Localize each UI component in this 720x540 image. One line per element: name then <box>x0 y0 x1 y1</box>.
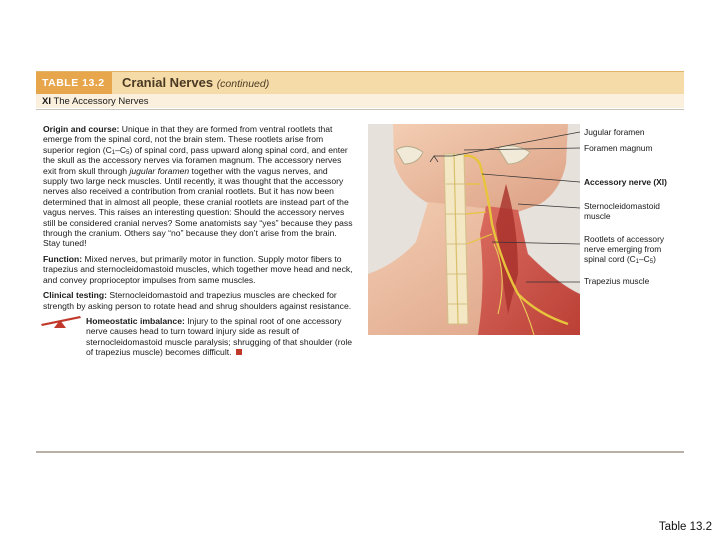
function-text: Mixed nerves, but primarily motor in function. Supply motor fibers to trapezius and sternocleidomastoid muscles, which together move head and neck, and convey proprioceptor impulses from same muscles. <box>43 253 353 285</box>
figure-labels <box>580 124 710 344</box>
origin-paragraph <box>43 124 353 249</box>
function-heading: Function: <box>43 253 83 264</box>
label-trapezius: Trapezius muscle <box>584 276 650 286</box>
slide-caption: Table 13.2 <box>658 521 712 533</box>
label-sternocleido-1: Sternocleidomastoid <box>584 201 660 211</box>
top-rule <box>36 109 684 110</box>
origin-text-3: together with the vagus nerves, and supply two large neck muscles. Until recently, it was thought that the accessory nerves also received a contribution from cranial rootlets. But it has now been determined that in almost all people, these cranial rootlets are instead part of the vagus nerves. This raises an interesting question: Should the accessory nerves still be considered cranial nerves? Some anatomists say “yes” because they pass through the cranium. Others say “no” because they don’t arise from the brain. Stay tuned! <box>43 165 353 249</box>
table-title-continued: (continued) <box>216 78 270 90</box>
clinical-paragraph <box>43 290 353 311</box>
origin-text-2: ) of spinal cord, pass upward along spinal cord, and enter the skull as the accessory nerves via foramen magnum. The accessory nerves exit from skull through <box>43 144 348 176</box>
end-mark-icon <box>236 349 242 355</box>
clinical-heading: Clinical testing: <box>43 290 107 301</box>
function-paragraph <box>43 254 353 285</box>
rootlets-text: spinal cord (C <box>584 254 636 264</box>
label-foramen-magnum: Foramen magnum <box>584 143 653 153</box>
table-number: TABLE 13.2 <box>42 77 105 89</box>
bottom-rule <box>36 451 684 453</box>
table-header-band <box>36 71 684 94</box>
label-rootlets-3 <box>584 255 656 265</box>
subhead-bar <box>36 94 684 108</box>
label-sternocleido-2: muscle <box>584 211 611 221</box>
subhead <box>42 96 149 107</box>
homeostatic-line <box>43 316 353 358</box>
origin-dash: –C <box>115 144 127 155</box>
origin-text-1: Unique in that they are formed from ventral rootlets that emerge from the spinal cord, not the brain stem. These rootlets arise from superior region (C <box>43 124 333 155</box>
origin-italic: jugular foramen <box>129 165 190 176</box>
table-number-tab <box>36 72 112 94</box>
origin-sub-1: 1 <box>111 149 116 156</box>
subhead-numeral: XI <box>42 96 51 107</box>
label-rootlets-2: nerve emerging from <box>584 244 662 254</box>
rootlets-dash: –C <box>639 254 650 264</box>
origin-sub-2: 5 <box>126 149 130 156</box>
homeostatic-heading: Homeostatic imbalance: <box>86 315 185 326</box>
neck-illustration <box>368 124 580 335</box>
table-title <box>122 75 269 90</box>
label-jugular-foramen: Jugular foramen <box>584 127 645 137</box>
rootlets-end: ) <box>653 254 656 264</box>
homeostatic-paragraph <box>43 316 353 358</box>
label-rootlets-1: Rootlets of accessory <box>584 234 665 244</box>
rootlets-sub-2: 5 <box>649 259 654 265</box>
subhead-name: The Accessory Nerves <box>53 96 149 107</box>
homeostatic-text: Injury to the spinal root of one accessory nerve causes head to turn toward injury side as result of sternocleidomastoid muscle paralysis; shrugging of that shoulder (role of trapezius muscle) becomes difficult. <box>86 315 353 358</box>
origin-heading: Origin and course: <box>43 124 120 134</box>
text-column <box>43 124 353 363</box>
label-accessory-nerve: Accessory nerve (XI) <box>584 177 667 187</box>
imbalance-scale-icon <box>40 315 82 329</box>
rootlets-sub-1: 1 <box>635 259 640 265</box>
table-title-main: Cranial Nerves <box>122 75 214 90</box>
clinical-text: Sternocleidomastoid and trapezius muscles are checked for strength by asking person to rotate head and shrug shoulders against resistance. <box>43 290 352 311</box>
